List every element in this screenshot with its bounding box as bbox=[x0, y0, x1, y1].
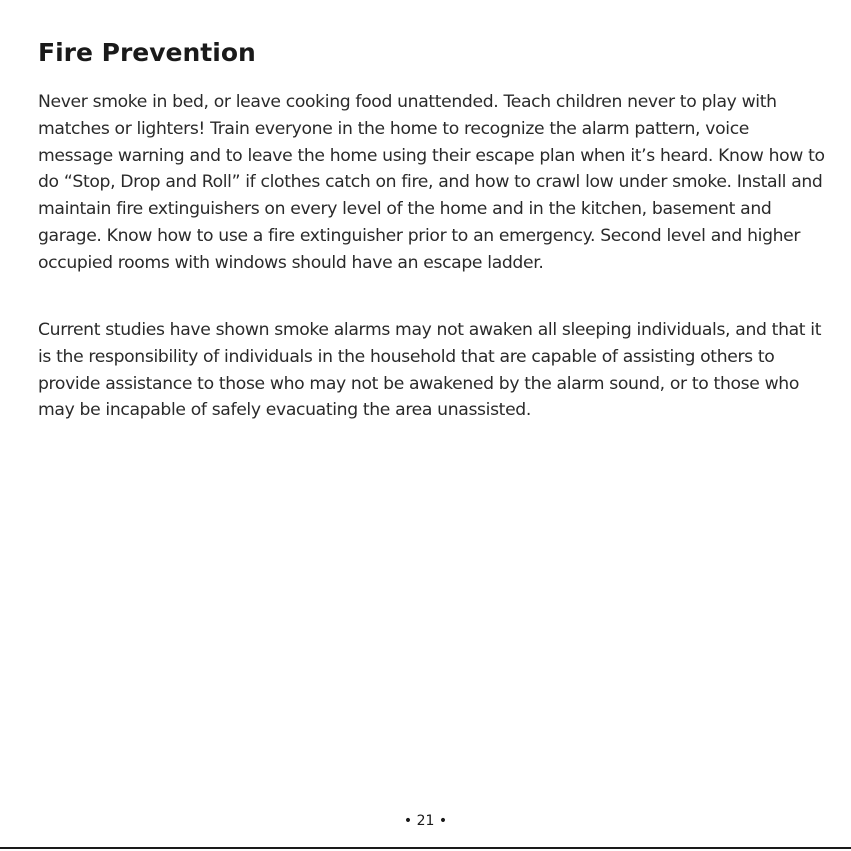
page-title: Fire Prevention bbox=[38, 38, 256, 67]
body-paragraph-smoke-alarm-studies: Current studies have shown smoke alarms may not awaken all sleeping individuals, and that it is the responsibility of individuals in the household that are capable of assisting others to provide assistance to those who may not be awakened by the alarm sound, or to those who may be incapable of safely evacuating the area unassisted. bbox=[38, 320, 822, 421]
body-paragraph-fire-prevention-tips: Never smoke in bed, or leave cooking food unattended. Teach children never to play with matches or lighters! Train everyone in the home to recognize the alarm pattern, voice message warning and to leave the home using their escape plan when it’s heard. Know how to do “Stop, Drop and Roll” if clothes catch on fire, and how to crawl low under smoke. Install and maintain fire extinguishers on every level of the home and in the kitchen, basement and garage. Know how to use a fire extinguisher prior to an emergency. Second level and higher occupied rooms with windows should have an escape ladder. bbox=[38, 92, 825, 273]
page-number: • 21 • bbox=[403, 813, 448, 829]
bottom-rule bbox=[0, 847, 851, 849]
